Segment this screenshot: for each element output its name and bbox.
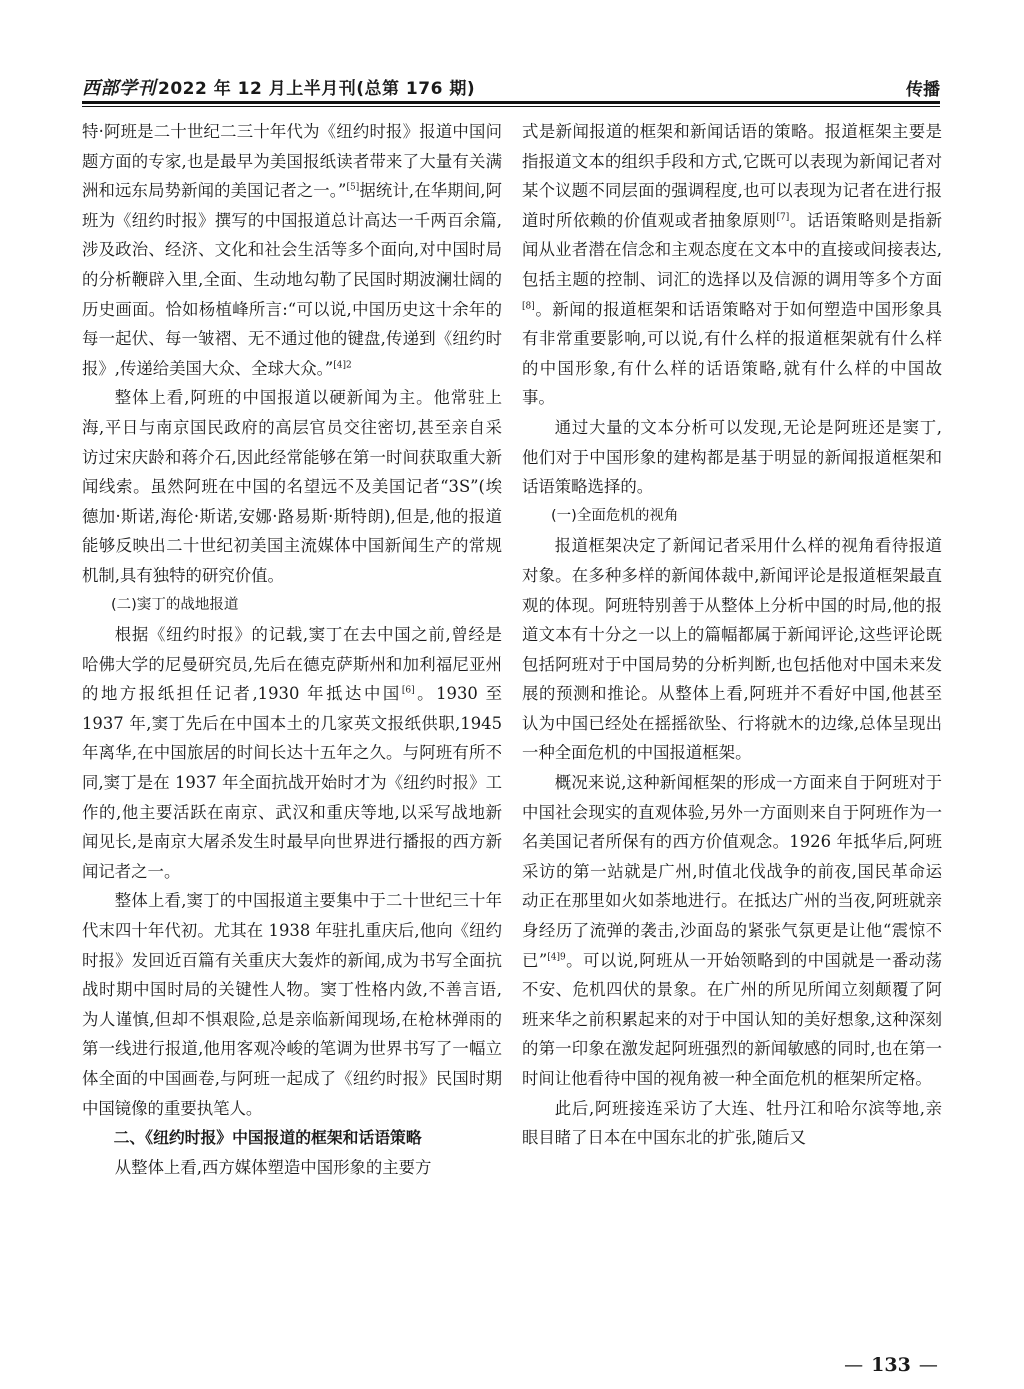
citation: [5]: [346, 182, 360, 193]
citation: [8]: [522, 301, 535, 312]
right-column: [522, 117, 942, 1153]
page-number-dash-right: —: [918, 1354, 938, 1376]
citation: [6]: [401, 685, 415, 696]
paragraph: 式是新闻报道的框架和新闻话语的策略。报道框架主要是指报道文本的组织手段和方式,它既可以表现为新闻记者对某个议题不同层面的强调程度,也可以表现为记者在进行报道时所依赖的价值观或者抽象原则[7]。话语策略则是指新闻从业者潜在信念和主观态度在文本中的直接或间接表达,包括主题的控制、词汇的选择以及信源的调用等多个方面[8]。新闻的报道框架和话语策略对于如何塑造中国形象具有非常重要影响,可以说,有什么样的报道框架就有什么样的中国形象,有什么样的话语策略,就有什么样的中国故事。: [522, 122, 942, 408]
paragraph: 概况来说,这种新闻框架的形成一方面来自于阿班对于中国社会现实的直观体验,另外一方面则来自于阿班作为一名美国记者所保有的西方价值观念。1926 年抵华后,阿班采访的第一站就是广州,时值北伐战争的前夜,国民革命运动正在那里如火如荼地进行。在抵达广州的当夜,阿班就亲身经历了流弹的袭击,沙面岛的紧张气氛更是让他“震惊不已”$^{[4]9}$。可以说,阿班从一开始领略到的中国就是一番动荡不安、危机四伏的景象。在广州的所见所闻立刻颠覆了阿班来华之前积累起来的对于中国认知的美好想象,这种深刻的第一印象在激发起阿班强烈的新闻敏感的同时,也在第一时间让他看待中国的视角被一种全面危机的框架所定格。: [522, 773, 942, 1088]
running-header: [82, 70, 940, 100]
paragraph: 整体上看,窦丁的中国报道主要集中于二十世纪三十年代末四十年代初。尤其在 1938 年驻扎重庆后,他向《纽约时报》发回近百篇有关重庆大轰炸的新闻,成为书写全面抗战时期中国时局的关键性人物。窦丁性格内敛,不善言语,为人谨慎,但却不惧艰险,总是亲临新闻现场,在枪林弹雨的第一线进行报道,他用客观冷峻的笔调为世界书写了一幅立体全面的中国画卷,与阿班一起成了《纽约时报》民国时期中国镜像的重要执笔人。: [82, 891, 502, 1118]
paragraph: 通过大量的文本分析可以发现,无论是阿班还是窦丁,他们对于中国形象的建构都是基于明显的新闻报道框架和话语策略选择的。: [522, 417, 942, 497]
paragraph: 此后,阿班接连采访了大连、牡丹江和哈尔滨等地,亲眼目睹了日本在中国东北的扩张,随后又: [522, 1098, 942, 1148]
paragraph: 根据《纽约时报》的记载,窦丁在去中国之前,曾经是哈佛大学的尼曼研究员,先后在德克萨斯州和加利福尼亚州的地方报纸担任记者,1930 年抵达中国[6]。1930 至 1937 年,窦丁先后在中国本土的几家英文报纸供职,1945 年离华,在中国旅居的时间长达十五年之久。与阿班有所不同,窦丁是在 1937 年全面抗战开始时才为《纽约时报》工作的,他主要活跃在南京、武汉和重庆等地,以采写战地新闻见长,是南京大屠杀发生时最早向世界进行播报的西方新闻记者之一。: [82, 625, 502, 881]
paragraph: 从整体上看,西方媒体塑造中国形象的主要方: [114, 1157, 432, 1177]
page-number: [836, 1350, 946, 1380]
journal-title: [82, 74, 475, 100]
citation: [4]2: [333, 360, 352, 371]
citation: [7]: [776, 212, 790, 223]
journal-logo: 西部学刊: [82, 78, 156, 99]
paragraph: 整体上看,阿班的中国报道以硬新闻为主。他常驻上海,平日与南京国民政府的高层官员交往密切,甚至亲自采访过宋庆龄和蒋介石,因此经常能够在第一时间获取重大新闻线索。虽然阿班在中国的名望远不及美国记者“3S”(埃德加·斯诺,海伦·斯诺,安娜·路易斯·斯特朗),但是,他的报道能够反映出二十世纪初美国主流媒体中国新闻生产的常规机制,具有独特的研究价值。: [82, 388, 502, 585]
paragraph: 报道框架决定了新闻记者采用什么样的视角看待报道对象。在多种多样的新闻体裁中,新闻评论是报道框架最直观的体现。阿班特别善于从整体上分析中国的时局,他的报道文本有十分之一以上的篇幅都属于新闻评论,这些评论既包括阿班对于中国局势的分析判断,也包括他对中国未来发展的预测和推论。从整体上看,阿班并不看好中国,他甚至认为中国已经处在摇摇欲坠、行将就木的边缘,总体呈现出一种全面危机的中国报道框架。: [522, 536, 942, 763]
section-label: 传播: [906, 80, 940, 100]
subheading: (一)全面危机的视角: [551, 507, 679, 524]
header-rule-thick: [82, 101, 940, 104]
left-column: [82, 117, 502, 1182]
page-number-value: 133: [871, 1354, 911, 1376]
header-rule-thin: [82, 106, 940, 107]
subheading: (二)窦丁的战地报道: [111, 596, 239, 613]
section-heading: 二、《纽约时报》中国报道的框架和话语策略: [113, 1128, 422, 1148]
citation: [4]9: [547, 952, 566, 963]
paragraph: 特·阿班是二十世纪二三十年代为《纽约时报》报道中国问题方面的专家,也是最早为美国报纸读者带来了大量有关满洲和远东局势新闻的美国记者之一。”[5]据统计,在华期间,阿班为《纽约时报》撰写的中国报道总计高达一千两百余篇,涉及政治、经济、文化和社会生活等多个面向,对中国时局的分析鞭辟入里,全面、生动地勾勒了民国时期波澜壮阔的历史画面。恰如杨植峰所言:“可以说,中国历史这十余年的每一起伏、每一皱褶、无不通过他的键盘,传递到《纽约时报》,传递给美国大众、全球大众。”$^{[4]2}$: [82, 122, 503, 378]
issue-info: 2022 年 12 月上半月刊(总第 176 期): [158, 79, 476, 99]
page-number-dash-left: —: [844, 1354, 864, 1376]
